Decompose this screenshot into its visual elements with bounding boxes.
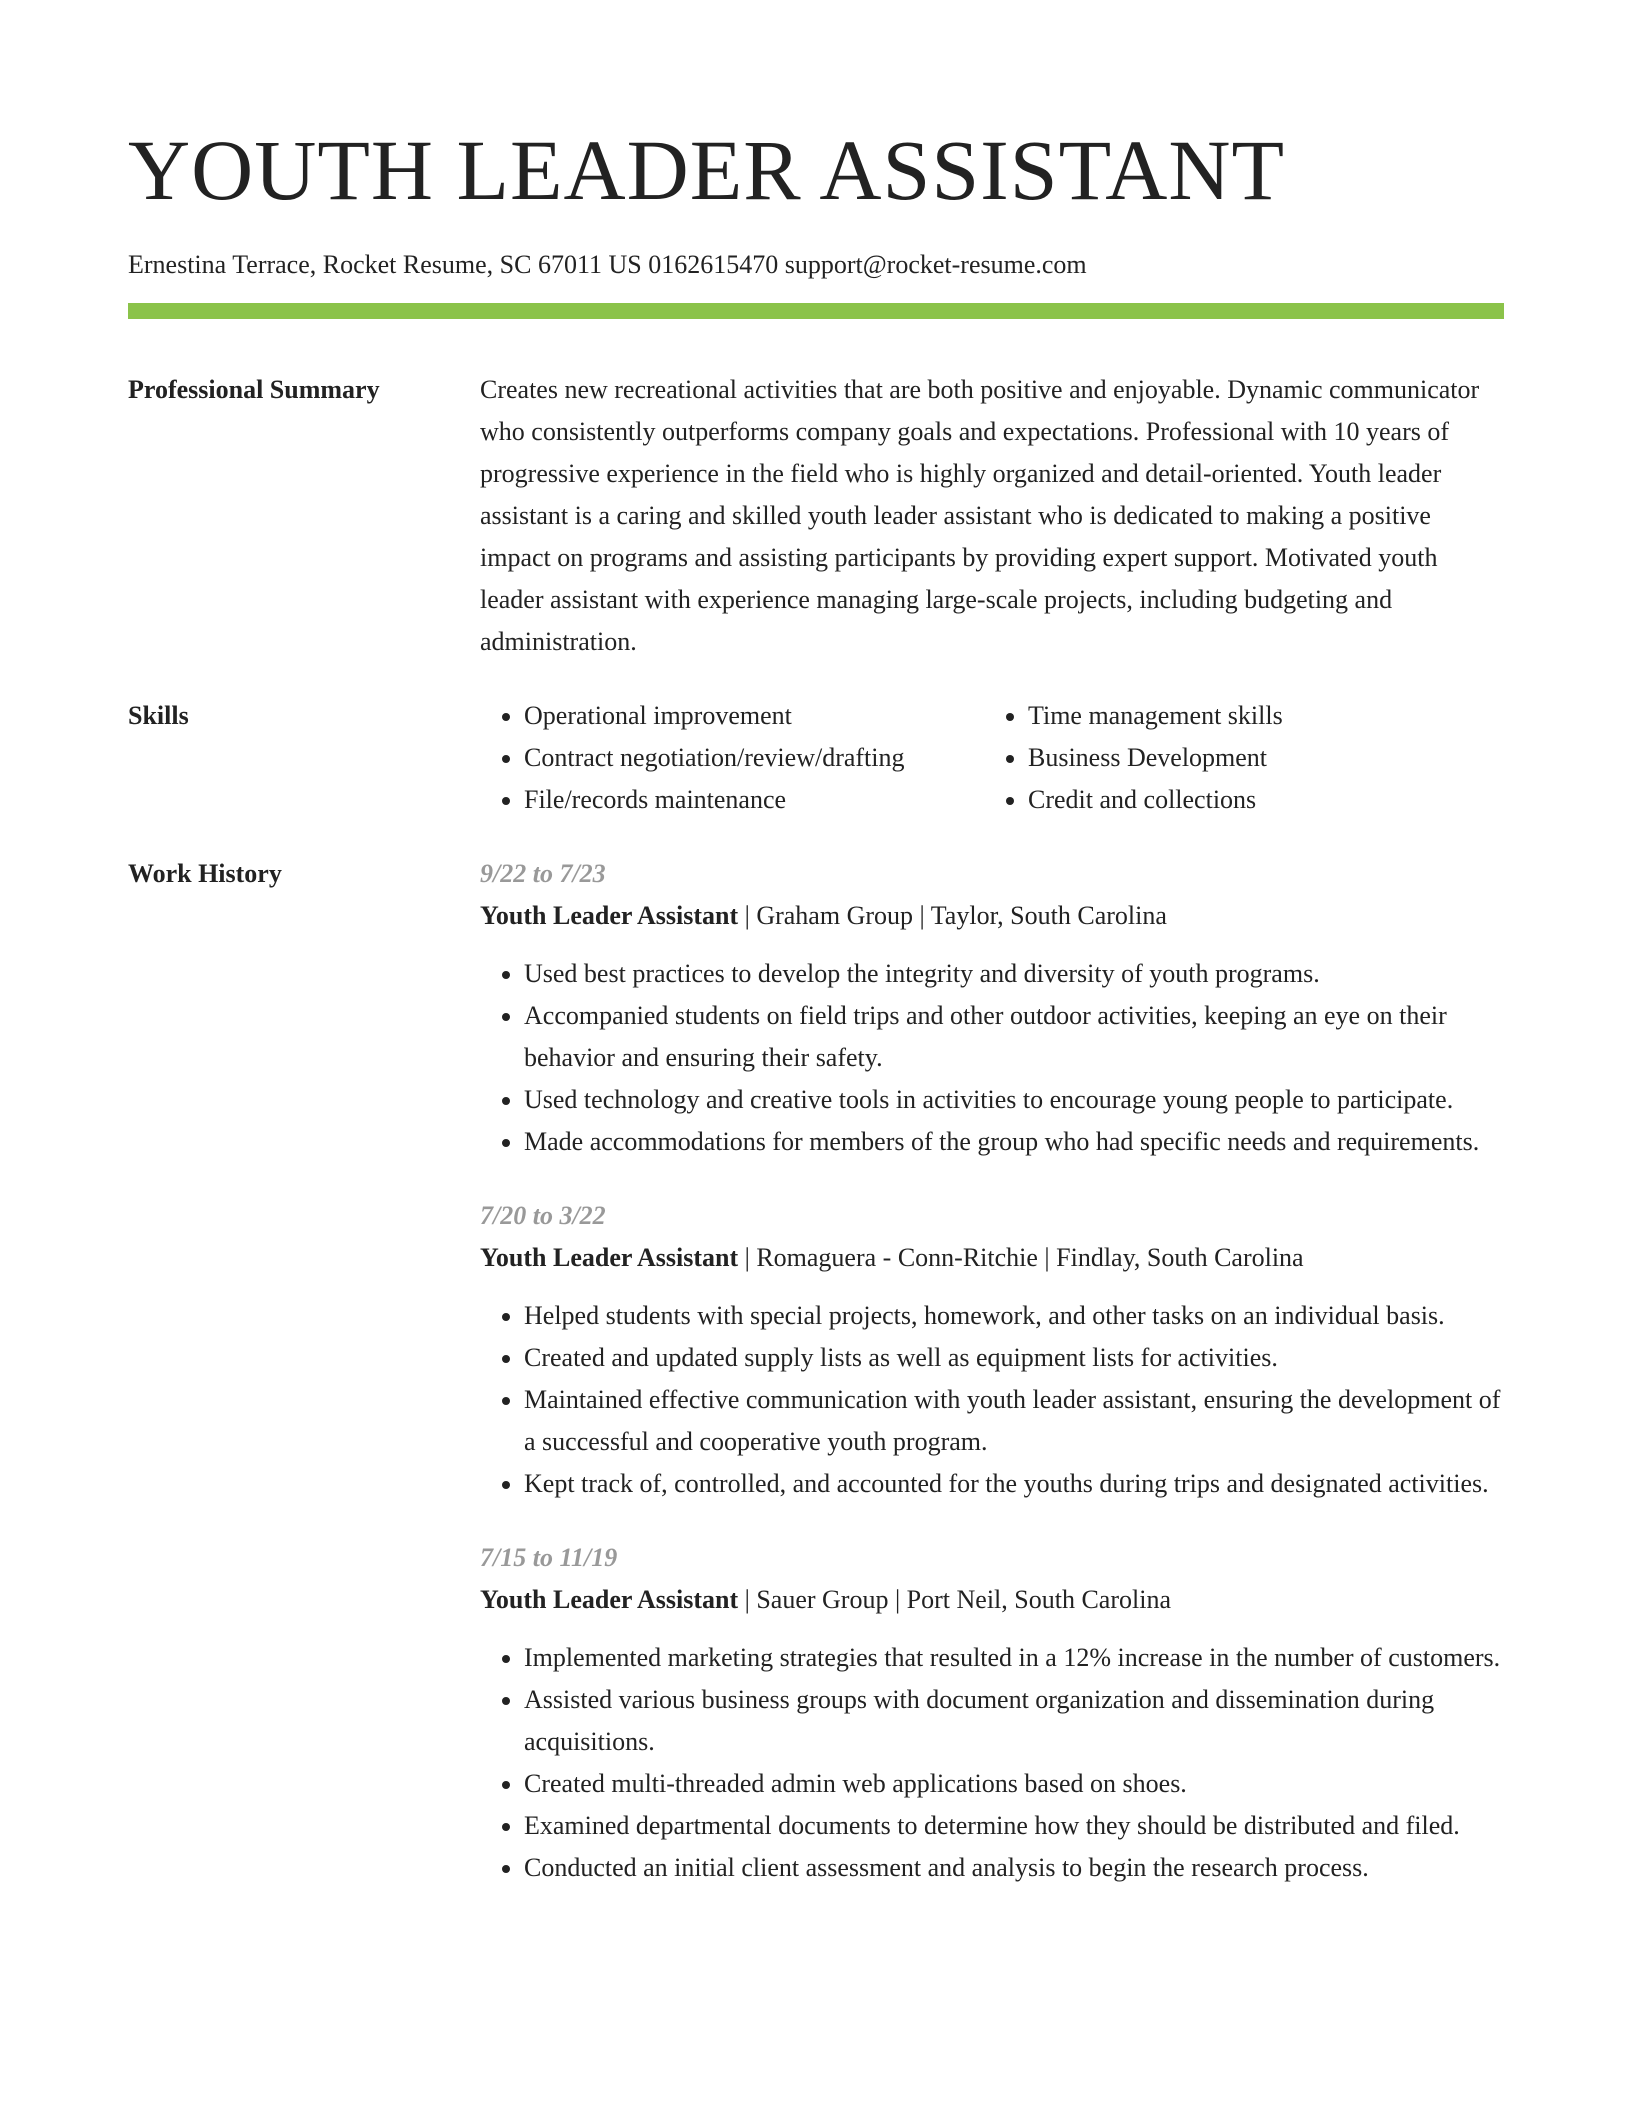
summary-section bbox=[128, 369, 1504, 663]
job-bullet: • Kept track of, controlled, and accounted for the youths during trips and designated activities. bbox=[524, 1463, 1504, 1505]
job-title: Youth Leader Assistant bbox=[480, 901, 739, 930]
job-dates: 9/22 to 7/23 bbox=[480, 859, 606, 888]
job-bullet: • Examined departmental documents to determine how they should be distributed and filed. bbox=[524, 1805, 1504, 1847]
resume-page bbox=[128, 0, 1504, 1889]
job-bullet: • Made accommodations for members of the group who had specific needs and requirements. bbox=[524, 1121, 1504, 1163]
skills-column-2 bbox=[984, 695, 1488, 821]
job-entry bbox=[480, 853, 1504, 1163]
job-bullet: • Created and updated supply lists as well as equipment lists for activities. bbox=[524, 1337, 1504, 1379]
job-bullet: • Created multi-threaded admin web applications based on shoes. bbox=[524, 1763, 1504, 1805]
summary-label: Professional Summary bbox=[128, 375, 380, 404]
skills-grid bbox=[480, 695, 1504, 821]
skills-section bbox=[128, 695, 1504, 821]
job-heading bbox=[480, 1237, 1504, 1279]
skill-item: • Operational improvement bbox=[524, 695, 984, 737]
skill-item: • Credit and collections bbox=[1028, 779, 1488, 821]
work-history-section bbox=[128, 853, 1504, 1889]
job-entry bbox=[480, 1195, 1504, 1505]
job-dates: 7/15 to 11/19 bbox=[480, 1543, 618, 1572]
job-heading bbox=[480, 895, 1504, 937]
skills-column-1 bbox=[480, 695, 984, 821]
job-bullets bbox=[480, 1295, 1504, 1505]
job-bullet: • Conducted an initial client assessment and analysis to begin the research process. bbox=[524, 1847, 1504, 1889]
job-bullet: • Implemented marketing strategies that resulted in a 12% increase in the number of customers. bbox=[524, 1637, 1504, 1679]
work-history-label: Work History bbox=[128, 859, 282, 888]
skills-label: Skills bbox=[128, 701, 189, 730]
skill-item: • Time management skills bbox=[1028, 695, 1488, 737]
job-bullet: • Used best practices to develop the integrity and diversity of youth programs. bbox=[524, 953, 1504, 995]
job-title: Youth Leader Assistant bbox=[480, 1585, 739, 1614]
contact-line: Ernestina Terrace, Rocket Resume, SC 67011 US 0162615470 support@rocket-resume.com bbox=[128, 250, 1087, 279]
header-divider bbox=[128, 303, 1504, 319]
skill-item: • Contract negotiation/review/drafting bbox=[524, 737, 984, 779]
job-title: Youth Leader Assistant bbox=[480, 1243, 739, 1272]
job-heading bbox=[480, 1579, 1504, 1621]
job-bullet: • Accompanied students on field trips and other outdoor activities, keeping an eye on their behavior and ensuring their safety. bbox=[524, 995, 1504, 1079]
job-bullet: • Used technology and creative tools in activities to encourage young people to participate. bbox=[524, 1079, 1504, 1121]
skill-item: • File/records maintenance bbox=[524, 779, 984, 821]
job-bullet: • Assisted various business groups with document organization and dissemination during acquisitions. bbox=[524, 1679, 1504, 1763]
job-dates: 7/20 to 3/22 bbox=[480, 1201, 606, 1230]
job-bullets bbox=[480, 953, 1504, 1163]
skill-item: • Business Development bbox=[1028, 737, 1488, 779]
job-details: | Romaguera - Conn-Ritchie | Findlay, South Carolina bbox=[738, 1243, 1304, 1272]
job-bullets bbox=[480, 1637, 1504, 1889]
summary-text: Creates new recreational activities that are both positive and enjoyable. Dynamic communicator who consistently outperforms company goals and expectations. Professional with 10 years of progressive experience in the field who is highly organized and detail-oriented. Youth leader assistant is a caring and skilled youth leader assistant who is dedicated to making a positive impact on programs and assisting participants by providing expert support. Motivated youth leader assistant with experience managing large-scale projects, including budgeting and administration. bbox=[480, 375, 1480, 656]
job-bullet: • Helped students with special projects, homework, and other tasks on an individual basis. bbox=[524, 1295, 1504, 1337]
job-bullet: • Maintained effective communication with youth leader assistant, ensuring the development of a successful and cooperative youth program. bbox=[524, 1379, 1504, 1463]
job-details: | Sauer Group | Port Neil, South Carolina bbox=[738, 1585, 1171, 1614]
job-entry bbox=[480, 1537, 1504, 1889]
resume-name: YOUTH LEADER ASSISTANT bbox=[128, 122, 1286, 218]
job-details: | Graham Group | Taylor, South Carolina bbox=[738, 901, 1167, 930]
